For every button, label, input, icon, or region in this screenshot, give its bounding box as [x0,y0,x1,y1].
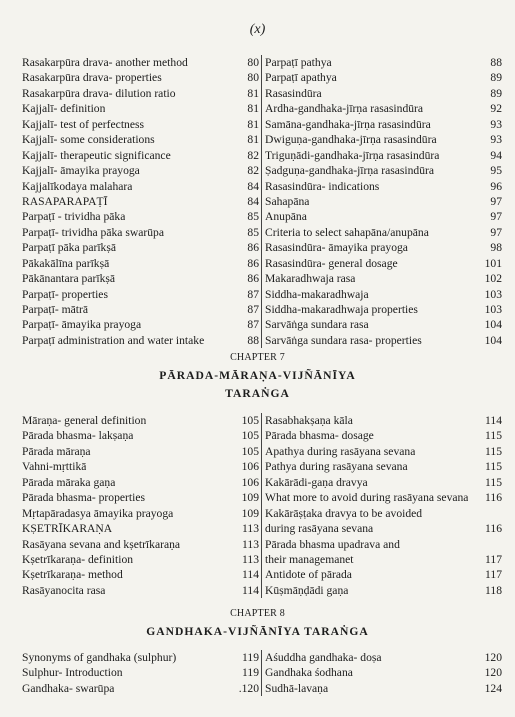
toc-entry-page: 113 [242,522,259,536]
toc-row [22,583,502,598]
toc-row [22,132,502,147]
toc-entry-left [22,70,262,85]
toc-entry-title: Siddha-makaradhwaja [265,287,369,301]
toc-entry-title: Anupāna [265,210,307,224]
toc-entry-page: 116 [485,522,502,536]
toc-entry-right [262,317,502,332]
toc-entry-page: 114 [485,414,502,427]
toc-entry-right [262,55,502,70]
toc-row [22,179,502,194]
toc-row [22,650,502,665]
toc-row [22,194,502,209]
toc-entry-title: Parpaṭī- properties [22,287,108,301]
toc-entry-right [262,101,502,116]
toc-entry-title: Rasasindūra [265,86,322,100]
toc-entry-left [22,444,262,459]
toc-entry-title: Kajjalī- test of perfectness [22,117,145,131]
toc-entry-title: KṢETRĪKARAṆA [22,522,113,536]
toc-entry-title: Parpaṭī- trividha pāka swarūpa [22,225,164,239]
toc-entry-page: 81 [247,133,259,147]
toc-entry-title: Sarvāṅga sundara rasa [265,318,369,332]
toc-row [22,271,502,286]
toc-row [22,537,502,552]
toc-entry-title: Kṣetrīkaraṇa- method [22,568,123,582]
toc-entry-left [22,583,262,598]
toc-row [22,148,502,163]
toc-entry-left [22,475,262,490]
toc-row [22,86,502,101]
toc-entry-right [262,552,502,567]
toc-entry-title: Pārada māraṇa [22,444,91,458]
toc-entry-title: Kajjalī- therapeutic significance [22,148,171,162]
toc-entry-left [22,567,262,582]
toc-entry-title: Kṣetrīkaraṇa- definition [22,552,134,566]
toc-entry-right [262,537,502,552]
toc-entry-title: Dwiguṇa-gandhaka-jīrṇa rasasindūra [265,133,437,147]
toc-entry-page: 118 [485,583,502,597]
toc-entry-title: Parpaṭī- āmayika prayoga [22,318,142,332]
toc-entry-page: 93 [490,133,502,147]
toc-entry-page: 87 [247,318,259,332]
toc-entry-page: 120 [484,666,502,680]
toc-entry-page: 80 [247,56,259,69]
toc-row [22,413,502,428]
toc-entry-page: 98 [490,241,502,255]
chapter-7-label: CHAPTER 7 [230,352,285,363]
toc-entry-page: 85 [247,210,259,224]
toc-entry-page: 103 [484,303,502,316]
toc-entry-title: Makaradhwaja rasa [265,272,356,286]
toc-entry-title: Pākānantara parīkṣā [22,272,116,286]
toc-row [22,665,502,680]
toc-entry-left [22,681,262,696]
toc-entry-title: Rasakarpūra drava- dilution ratio [22,86,176,100]
toc-entry-page: 105 [241,444,259,458]
toc-entry-page: 86 [247,256,259,270]
toc-entry-page: .120 [238,681,259,695]
toc-entry-page: 113 [242,552,259,566]
toc-entry-right [262,117,502,132]
toc-section-chapter-7 [22,413,502,598]
toc-entry-title: Pākakālīna parīkṣā [22,256,110,270]
toc-entry-page: 97 [490,225,502,239]
toc-entry-title: Criteria to select sahapāna/anupāna [265,225,429,239]
toc-entry-left [22,117,262,132]
toc-entry-title: Rasasindūra- general dosage [265,256,398,270]
toc-entry-right [262,209,502,224]
chapter-7-title-line2: TARAṄGA [225,387,290,400]
toc-row [22,444,502,459]
toc-entry-title: their managemanet [265,552,354,566]
toc-entry-title: Pārada bhasma- properties [22,491,145,505]
toc-entry-right [262,665,502,680]
toc-entry-left [22,86,262,101]
toc-row [22,459,502,474]
toc-entry-title: Siddha-makaradhwaja properties [265,303,418,316]
toc-entry-title: Gandhaka- swarūpa [22,681,115,695]
toc-entry-page: 116 [485,491,502,505]
toc-entry-page: 104 [484,318,502,332]
toc-entry-right [262,132,502,147]
toc-entry-left [22,240,262,255]
toc-entry-page: 117 [485,552,502,566]
toc-entry-right [262,70,502,85]
toc-entry-left [22,194,262,209]
toc-entry-title: What more to avoid during rasāyana sevana [265,491,469,505]
toc-entry-right [262,179,502,194]
toc-entry-left [22,148,262,163]
toc-entry-title: Aśuddha gandhaka- doṣa [265,651,382,664]
toc-entry-title: Sahapāna [265,194,310,208]
toc-row [22,567,502,582]
toc-entry-page: 115 [485,444,502,458]
toc-entry-page: 101 [484,256,502,270]
toc-entry-left [22,665,262,680]
toc-entry-page: 97 [490,210,502,224]
toc-entry-title: RASAPARAPAṬĪ [22,194,108,208]
toc-entry-left [22,552,262,567]
toc-entry-title: Parpaṭī- mātrā [22,303,88,316]
toc-entry-page: 86 [247,241,259,255]
toc-entry-page: 106 [241,475,259,489]
toc-row [22,209,502,224]
toc-entry-page: 81 [247,86,259,100]
toc-entry-title: Rasāyana sevana and kṣetrīkaraṇa [22,537,181,551]
toc-entry-title: Gandhaka śodhana [265,666,353,680]
toc-entry-left [22,490,262,505]
toc-entry-right [262,681,502,696]
toc-row [22,287,502,302]
toc-entry-page: 93 [490,117,502,131]
toc-entry-left [22,225,262,240]
toc-row [22,681,502,696]
toc-entry-page: 102 [484,272,502,286]
toc-entry-title: Rasāyanocita rasa [22,583,106,597]
toc-entry-page: 97 [490,194,502,208]
toc-entry-title: Rasakarpūra drava- properties [22,71,162,85]
toc-entry-page: 103 [484,287,502,301]
toc-entry-right [262,521,502,536]
toc-entry-page: 120 [484,651,502,664]
toc-entry-title: Pathya during rasāyana sevana [265,460,408,474]
toc-entry-title: Synonyms of gandhaka (sulphur) [22,651,177,664]
toc-entry-title: Parpaṭī pathya [265,56,332,69]
toc-entry-title: Kajjalī- āmayika prayoga [22,164,140,178]
toc-entry-title: Kajjalī- definition [22,102,106,116]
toc-row [22,55,502,70]
toc-entry-title: Māraṇa- general definition [22,414,147,427]
toc-entry-page: 86 [247,272,259,286]
toc-entry-page: 114 [242,583,259,597]
toc-entry-page: 115 [485,475,502,489]
toc-entry-page: 105 [241,414,259,427]
toc-section-1 [22,55,502,348]
toc-row [22,490,502,505]
toc-entry-right [262,225,502,240]
toc-entry-left [22,179,262,194]
toc-row [22,428,502,443]
toc-entry-page: 88 [247,333,259,347]
toc-entry-title: Pārada māraka gaṇa [22,475,116,489]
toc-entry-right [262,567,502,582]
toc-entry-title: Parpaṭī - trividha pāka [22,210,126,224]
toc-entry-page: 87 [247,303,259,316]
toc-entry-page: 105 [241,429,259,443]
toc-entry-right [262,194,502,209]
toc-entry-title: Kakārādi-gaṇa dravya [265,475,368,489]
toc-entry-page: 106 [241,460,259,474]
toc-entry-title: Apathya during rasāyana sevana [265,444,416,458]
toc-entry-title: Pārada bhasma- lakṣaṇa [22,429,134,443]
toc-entry-left [22,650,262,665]
toc-row [22,70,502,85]
toc-entry-title: Sulphur- Introduction [22,666,123,680]
toc-entry-title: Kajjalīkodaya malahara [22,179,133,193]
toc-entry-right [262,271,502,286]
toc-entry-right [262,583,502,598]
toc-entry-title: Ṣadguṇa-gandhaka-jīrṇa rasasindūra [265,164,435,178]
toc-entry-title: during rasāyana sevana [265,522,374,536]
toc-section-chapter-8 [22,650,502,696]
toc-entry-left [22,317,262,332]
toc-entry-left [22,163,262,178]
toc-entry-right [262,86,502,101]
toc-entry-title: Rasabhakṣaṇa kāla [265,414,353,427]
toc-row [22,317,502,332]
toc-entry-left [22,333,262,348]
toc-entry-right [262,240,502,255]
toc-entry-page: 88 [490,56,502,69]
toc-entry-page: 104 [484,333,502,347]
toc-entry-title: Parpaṭī administration and water intake [22,333,205,347]
toc-entry-right [262,148,502,163]
toc-entry-page: 84 [247,194,259,208]
toc-entry-title: Sudhā-lavaṇa [265,681,329,695]
toc-entry-page: 113 [242,537,259,551]
chapter-8-title: GANDHAKA-VIJÑĀNĪYA TARAṄGA [146,625,369,638]
toc-row [22,506,502,521]
toc-entry-right [262,428,502,443]
toc-entry-right [262,333,502,348]
chapter-8-label: CHAPTER 8 [230,608,285,619]
toc-row [22,521,502,536]
toc-entry-page: 114 [242,568,259,582]
toc-entry-title: Pārada bhasma- dosage [265,429,374,443]
toc-row [22,302,502,317]
toc-entry-right [262,459,502,474]
toc-entry-page: 87 [247,287,259,301]
toc-entry-title: Triguṇādi-gandhaka-jīrṇa rasasindūra [265,148,440,162]
toc-entry-left [22,256,262,271]
toc-entry-page: 115 [485,429,502,443]
toc-entry-page: 124 [484,681,502,695]
toc-entry-title: Mṛtapāradasya āmayika prayoga [22,506,174,520]
toc-entry-right [262,506,502,521]
toc-row [22,163,502,178]
toc-entry-right [262,475,502,490]
toc-entry-title: Ardha-gandhaka-jīrṇa rasasindūra [265,102,424,116]
toc-entry-page: 95 [490,164,502,178]
toc-entry-left [22,506,262,521]
chapter-7-title-line1: PĀRADA-MĀRAṆA-VIJÑĀNĪYA [159,369,356,382]
toc-entry-left [22,55,262,70]
toc-entry-page: 119 [242,666,259,680]
toc-entry-left [22,132,262,147]
toc-entry-left [22,287,262,302]
toc-entry-title: Samāna-gandhaka-jīrṇa rasasindūra [265,117,431,131]
toc-entry-right [262,650,502,665]
toc-entry-page: 85 [247,225,259,239]
toc-entry-title: Rasakarpūra drava- another method [22,56,188,69]
toc-entry-page: 82 [247,148,259,162]
toc-entry-page: 96 [490,179,502,193]
toc-entry-left [22,537,262,552]
toc-entry-left [22,413,262,428]
toc-entry-page: 92 [490,102,502,116]
toc-entry-left [22,302,262,317]
toc-entry-right [262,490,502,505]
toc-entry-title: Rasasindūra- indications [265,179,380,193]
toc-entry-right [262,413,502,428]
toc-entry-left [22,428,262,443]
toc-row [22,240,502,255]
toc-entry-title: Kakārāṣṭaka dravya to be avoided [265,506,423,520]
toc-entry-title: Parpaṭī pāka parīkṣā [22,241,117,255]
toc-entry-page: 81 [247,117,259,131]
toc-entry-title: Vahni-mṛttikā [22,460,87,474]
toc-entry-title: Antidote of pārada [265,568,352,582]
toc-entry-page: 109 [241,491,259,505]
toc-entry-left [22,521,262,536]
toc-entry-page: 89 [490,86,502,100]
toc-entry-right [262,287,502,302]
toc-entry-right [262,256,502,271]
toc-entry-page: 80 [247,71,259,85]
toc-entry-title: Kūṣmāṇḍādi gaṇa [265,583,349,597]
toc-entry-page: 94 [490,148,502,162]
toc-entry-left [22,459,262,474]
page-number: (x) [249,22,266,37]
toc-entry-right [262,163,502,178]
toc-entry-page: 82 [247,164,259,178]
toc-row [22,117,502,132]
toc-entry-page: 119 [242,651,259,664]
toc-entry-left [22,209,262,224]
toc-entry-left [22,101,262,116]
toc-entry-page: 81 [247,102,259,116]
toc-entry-title: Sarvāṅga sundara rasa- properties [265,333,422,347]
toc-entry-right [262,444,502,459]
toc-entry-page: 115 [485,460,502,474]
toc-entry-title: Parpaṭī apathya [265,71,337,85]
toc-entry-title: Rasasindūra- āmayika prayoga [265,241,408,255]
toc-row [22,552,502,567]
toc-row [22,225,502,240]
toc-entry-right [262,302,502,317]
toc-row [22,256,502,271]
toc-entry-page: 84 [247,179,259,193]
toc-row [22,333,502,348]
toc-entry-title: Pārada bhasma upadrava and [265,537,400,551]
toc-entry-page [478,506,502,521]
toc-entry-title: Kajjalī- some considerations [22,133,155,147]
toc-entry-page [478,537,502,552]
toc-entry-page: 117 [485,568,502,582]
toc-entry-page: 109 [241,506,259,520]
toc-entry-left [22,271,262,286]
toc-row [22,475,502,490]
toc-row [22,101,502,116]
toc-entry-page: 89 [490,71,502,85]
